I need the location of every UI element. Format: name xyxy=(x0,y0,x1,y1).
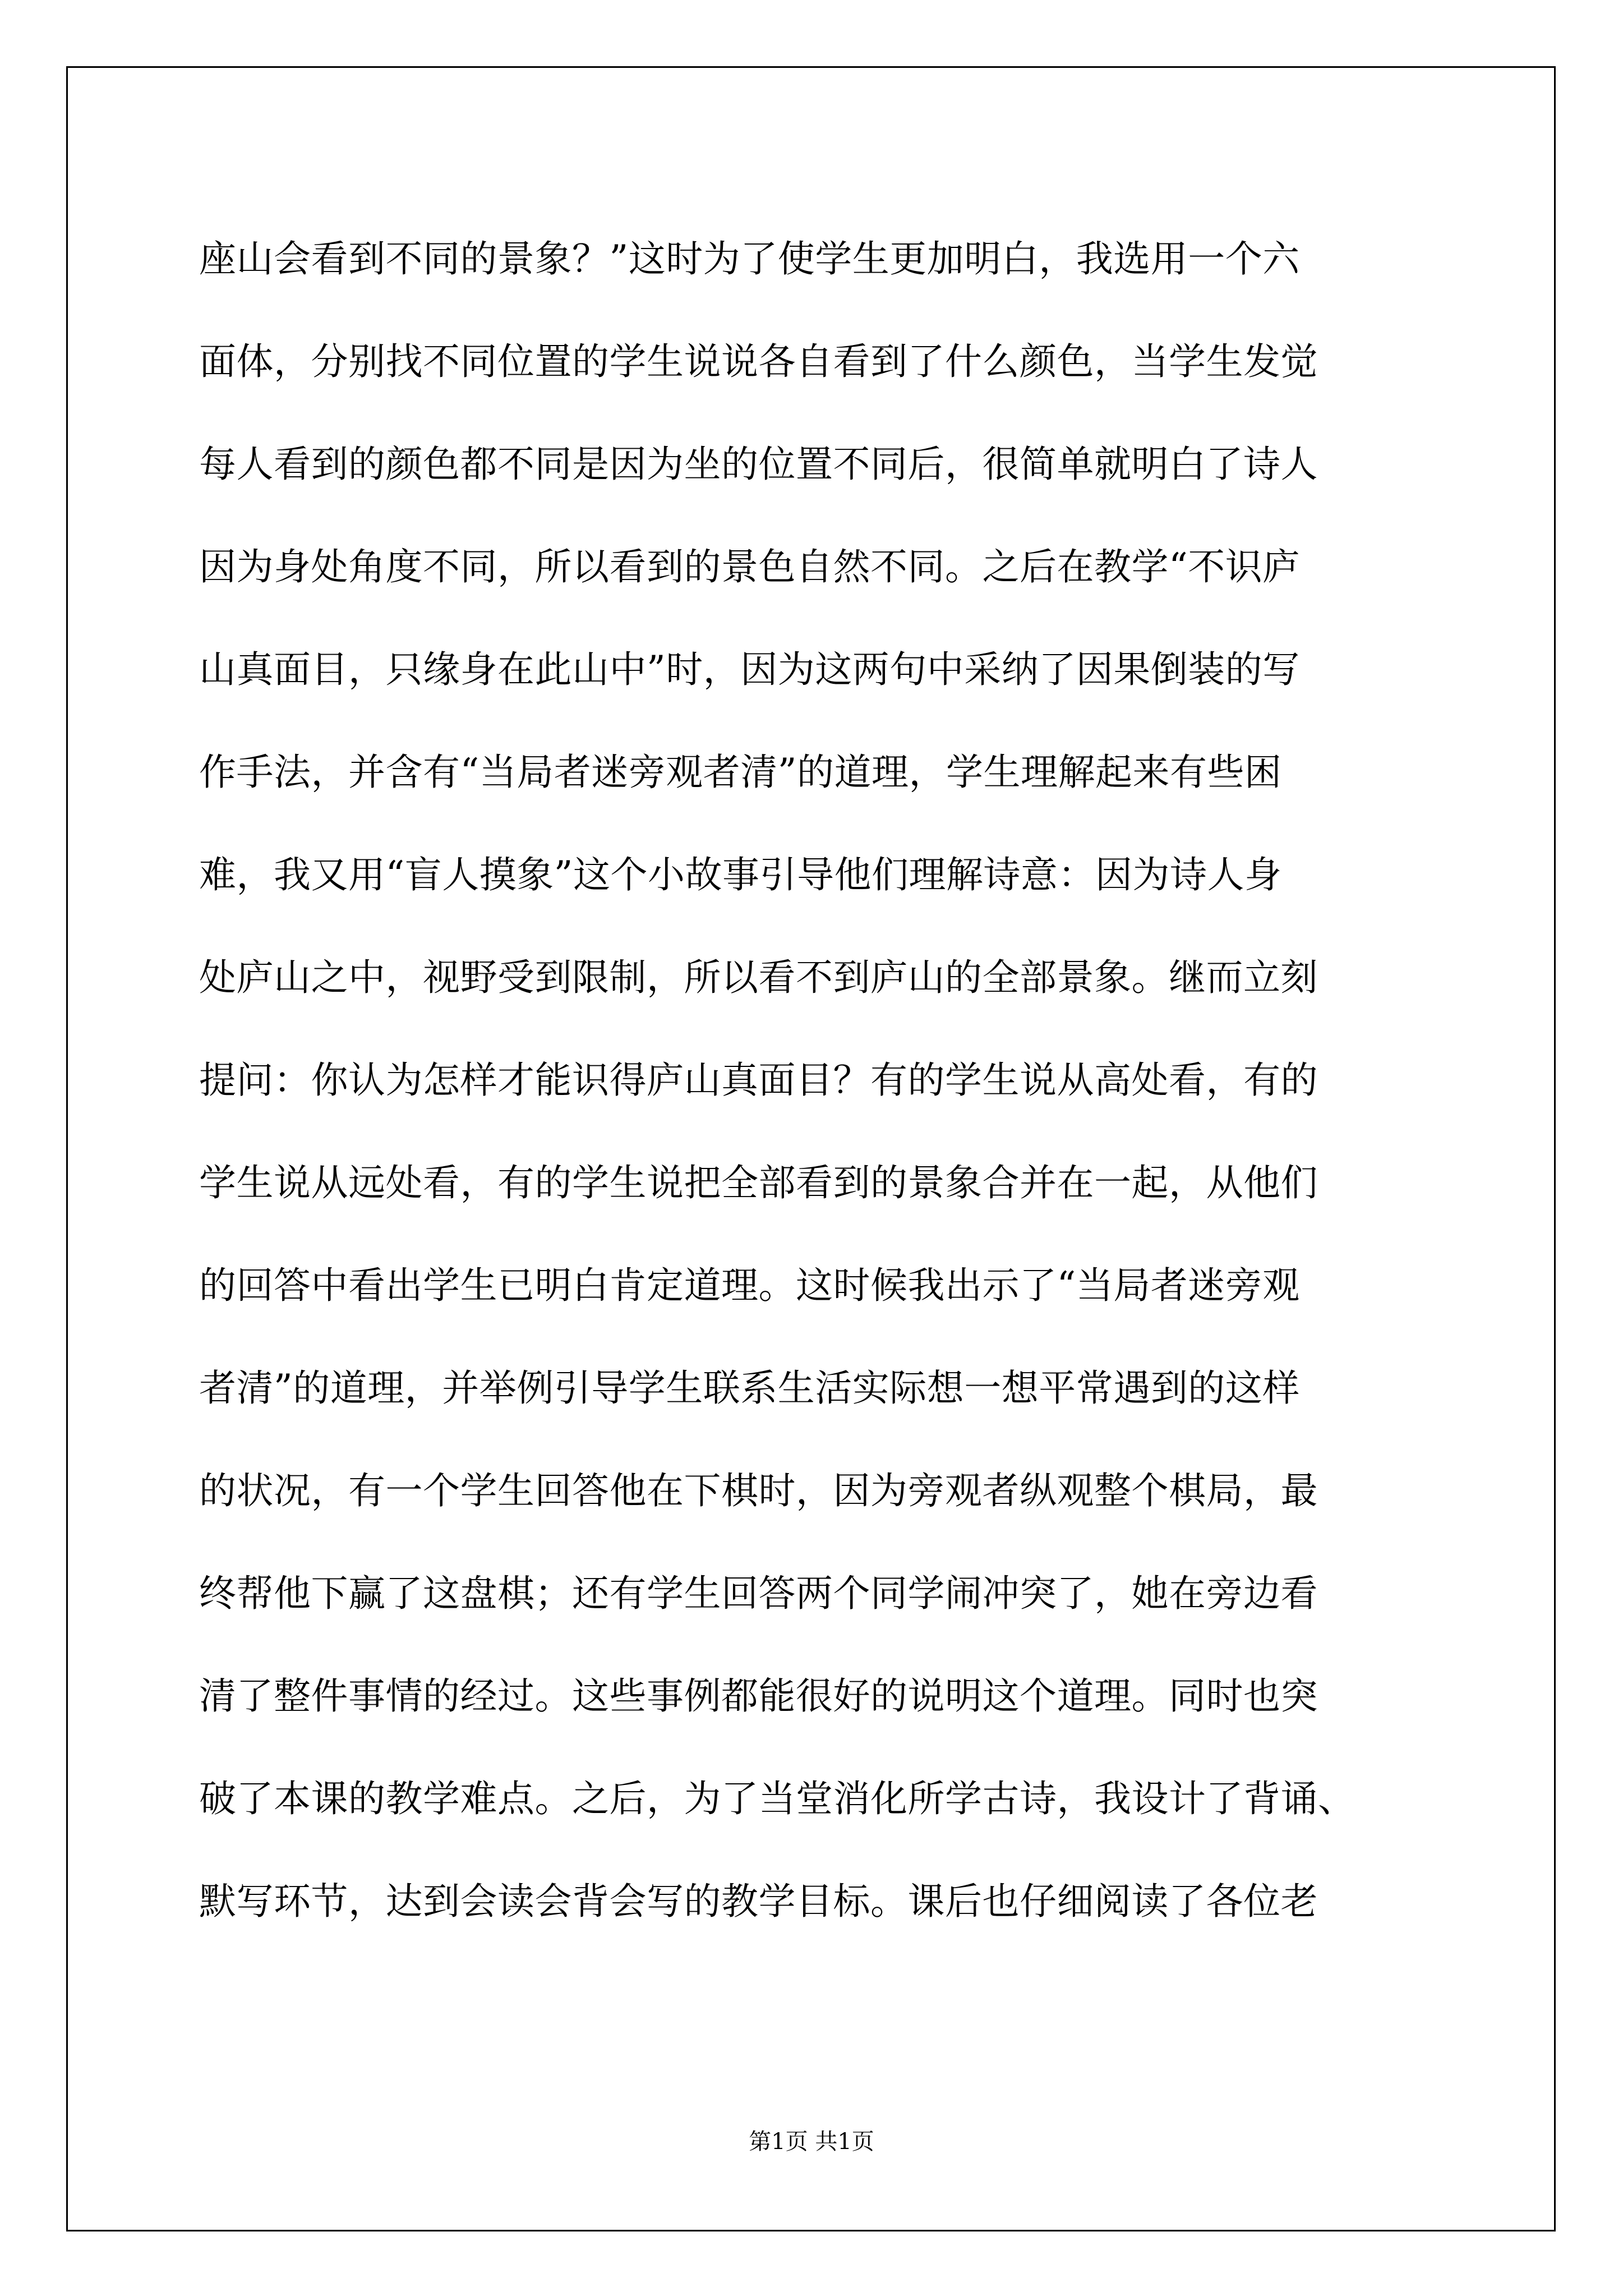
text-line: 处庐山之中，视野受到限制，所以看不到庐山的全部景象。继而立刻 xyxy=(199,956,1318,999)
text-line: 者清”的道理，并举例引导学生联系生活实际想一想平常遇到的这样 xyxy=(199,1366,1300,1410)
document-body xyxy=(199,208,1472,1953)
text-line: 破了本课的教学难点。之后，为了当堂消化所学古诗，我设计了背诵、 xyxy=(199,1777,1355,1820)
page-number-footer: 第1页 共1页 xyxy=(749,2129,874,2155)
text-line: 面体，分别找不同位置的学生说说各自看到了什么颜色，当学生发觉 xyxy=(199,340,1318,383)
text-line: 的回答中看出学生已明白肯定道理。这时候我出示了“当局者迷旁观 xyxy=(199,1264,1300,1307)
text-line: 默写环节，达到会读会背会写的教学目标。课后也仔细阅读了各位老 xyxy=(199,1880,1318,1923)
text-line: 每人看到的颜色都不同是因为坐的位置不同后，很简单就明白了诗人 xyxy=(199,443,1318,486)
text-line: 的状况，有一个学生回答他在下棋时，因为旁观者纵观整个棋局，最 xyxy=(199,1469,1318,1512)
text-line: 学生说从远处看，有的学生说把全部看到的景象合并在一起，从他们 xyxy=(199,1161,1318,1204)
text-line: 作手法，并含有“当局者迷旁观者清”的道理，学生理解起来有些困 xyxy=(199,751,1282,794)
text-line: 提问：你认为怎样才能识得庐山真面目？有的学生说从高处看，有的 xyxy=(199,1059,1318,1102)
text-line: 难，我又用“盲人摸象”这个小故事引导他们理解诗意：因为诗人身 xyxy=(199,853,1282,896)
text-line: 终帮他下赢了这盘棋；还有学生回答两个同学闹冲突了，她在旁边看 xyxy=(199,1572,1318,1615)
text-line: 清了整件事情的经过。这些事例都能很好的说明这个道理。同时也突 xyxy=(199,1674,1318,1718)
text-line: 因为身处角度不同，所以看到的景色自然不同。之后在教学“不识庐 xyxy=(199,545,1300,588)
text-line: 座山会看到不同的景象？”这时为了使学生更加明白，我选用一个六 xyxy=(199,237,1300,280)
text-line: 山真面目，只缘身在此山中”时，因为这两句中采纳了因果倒装的写 xyxy=(199,648,1300,691)
